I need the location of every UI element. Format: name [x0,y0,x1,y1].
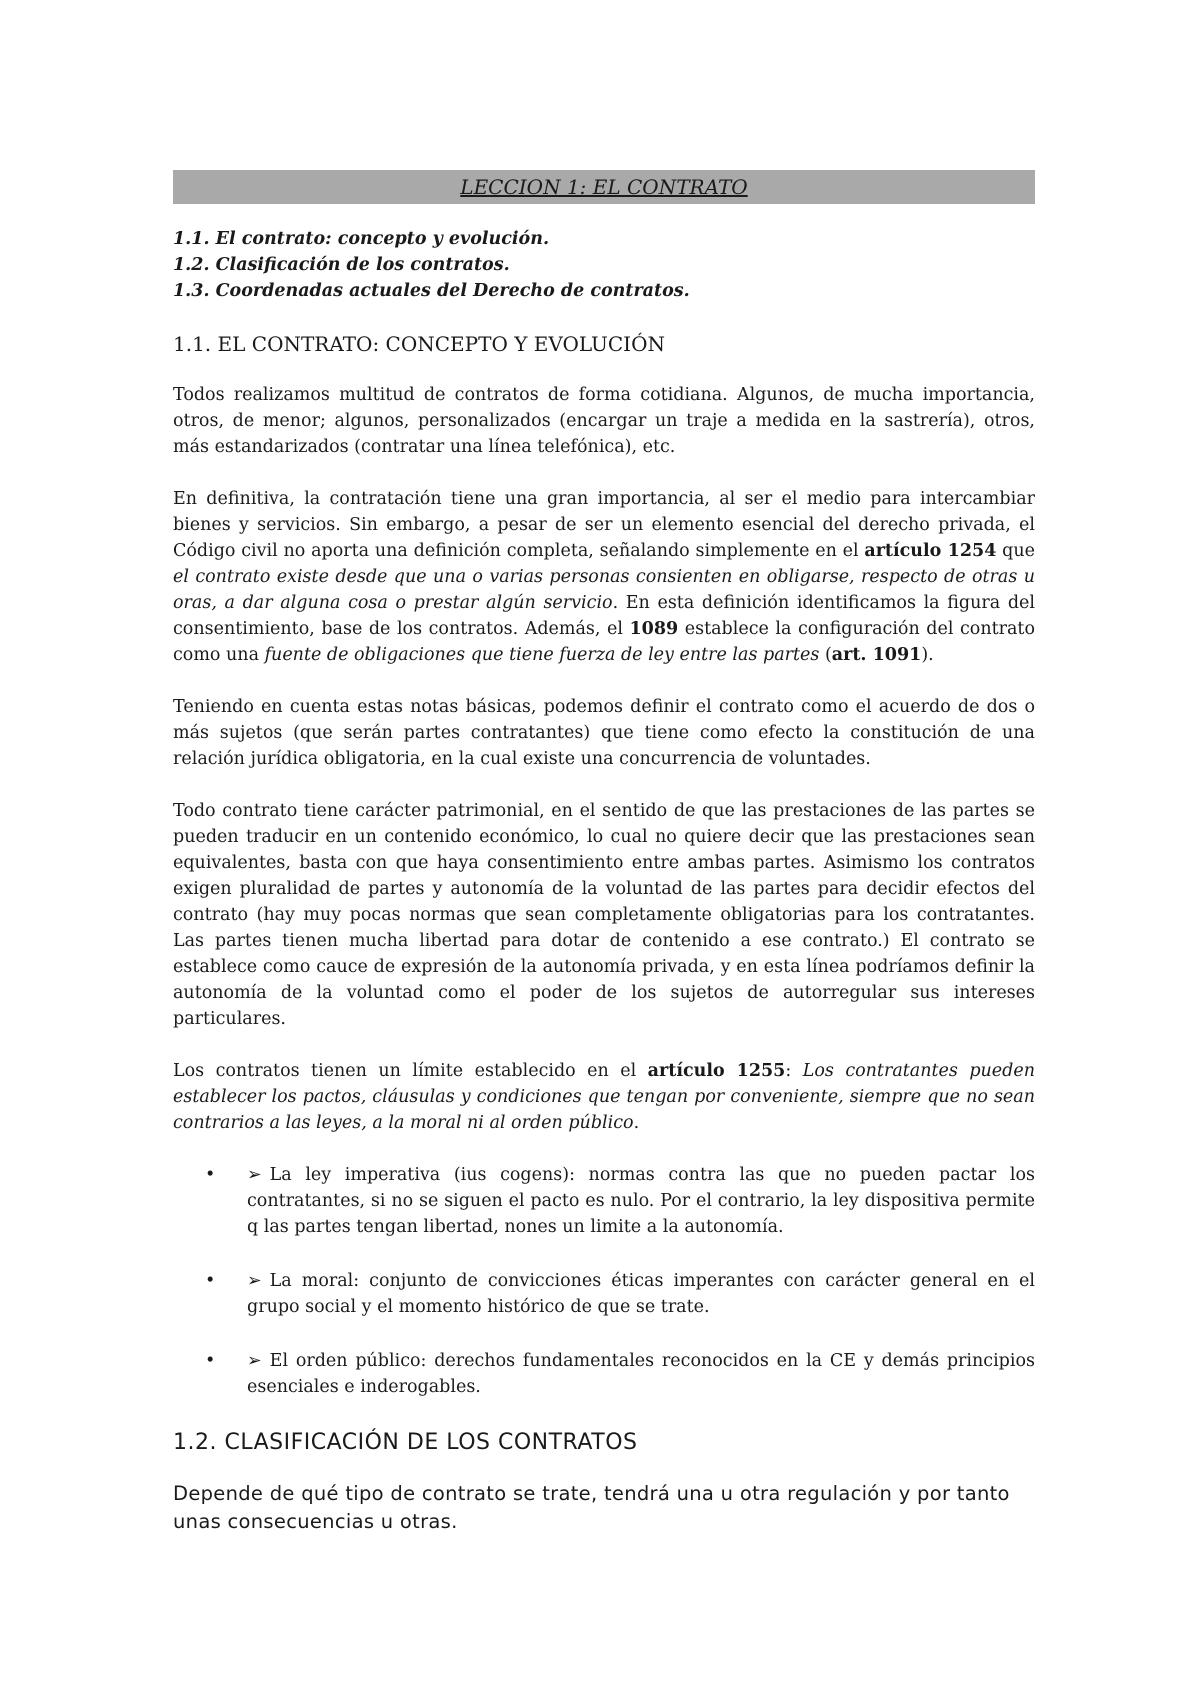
paragraph: Teniendo en cuenta estas notas básicas, podemos definir el contrato como el acuerdo de dos o más sujetos (que serán partes contratantes) que tiene como efecto la constitución de una relación jurídica obligatoria, en la cual existe una concurrencia de voluntades. [173,697,1035,769]
paragraph: Los contratos tienen un límite establecido en el artículo 1255: Los contratantes pueden establecer los pactos, cláusulas y condiciones que tengan por conveniente, siempre que no sean contrarios a las leyes, a la moral ni al orden público. [173,1061,1035,1133]
article-quote: fuente de obligaciones que tiene fuerza de ley entre las partes [264,645,820,665]
lesson-title-bar [173,170,1035,204]
toc-item: 1.1. El contrato: concepto y evolución. [173,229,550,249]
document-page [173,170,1035,1536]
bullet-icon: • [205,1165,216,1185]
table-of-contents [173,226,1035,304]
lesson-title: LECCION 1: EL CONTRATO [460,175,748,199]
article-quote: Los contratantes pueden establecer los pactos, cláusulas y condiciones que tengan por conveniente, siempre que no sean contrarios a las leyes, a la moral ni al orden público [173,1061,1035,1133]
limits-list [173,1162,1035,1400]
paragraph: Todos realizamos multitud de contratos de forma cotidiana. Algunos, de mucha importancia, otros, de menor; algunos, personalizados (encargar un traje a medida en la sastrería), otros, más estandarizados (contratar una línea telefónica), etc. [173,385,1035,457]
bullet-icon: • [205,1351,216,1371]
section-heading-1-1: 1.1. EL CONTRATO: CONCEPTO Y EVOLUCIÓN [173,332,665,356]
paragraph: En definitiva, la contratación tiene una gran importancia, al ser el medio para intercambiar bienes y servicios. Sin embargo, a pesar de ser un elemento esencial del derecho privada, el Código civil no aporta una definición completa, señalando simplemente en el artículo 1254 que el contrato existe desde que una o varias personas consienten en obligarse, respecto de otras u oras, a dar alguna cosa o prestar algún servicio. En esta definición identificamos la figura del consentimiento, base de los contratos. Además, el 1089 establece la configuración del contrato como una fuente de obligaciones que tiene fuerza de ley entre las partes (art. 1091). [173,489,1035,665]
section-heading-1-2: 1.2. CLASIFICACIÓN DE LOS CONTRATOS [173,1430,638,1455]
arrow-icon: ➢ [247,1271,262,1291]
article-quote: el contrato existe desde que una o varias personas consienten en obligarse, respecto de otras u oras, a dar alguna cosa o prestar algún servicio [173,567,1035,613]
list-item: • ➢ La ley imperativa (ius cogens): normas contra las que no pueden pactar los contratantes, si no se siguen el pacto es nulo. Por el contrario, la ley dispositiva permite q las partes tengan libertad, nones un limite a la autonomía. [173,1162,1035,1240]
toc-item: 1.3. Coordenadas actuales del Derecho de contratos. [173,281,690,301]
list-item: • ➢ El orden público: derechos fundamentales reconocidos en la CE y demás principios esenciales e inderogables. [173,1348,1035,1400]
paragraph: Todo contrato tiene carácter patrimonial, en el sentido de que las prestaciones de las partes se pueden traducir en un contenido económico, lo cual no quiere decir que las prestaciones sean equivalentes, basta con que haya consentimiento entre ambas partes. Asimismo los contratos exigen pluralidad de partes y autonomía de la voluntad de las partes para decidir efectos del contrato (hay muy pocas normas que sean completamente obligatorias para los contratantes. Las partes tienen mucha libertad para dotar de contenido a ese contrato.) El contrato se establece como cauce de expresión de la autonomía privada, y en esta línea podríamos definir la autonomía de la voluntad como el poder de los sujetos de autorregular sus intereses particulares. [173,801,1035,1029]
toc-item: 1.2. Clasificación de los contratos. [173,255,510,275]
list-item: • ➢ La moral: conjunto de convicciones éticas imperantes con carácter general en el grupo social y el momento histórico de que se trate. [173,1268,1035,1320]
arrow-icon: ➢ [247,1351,262,1371]
article-reference: art. 1091 [831,645,922,665]
article-reference: artículo 1254 [864,541,997,561]
article-reference: artículo 1255 [647,1061,786,1081]
paragraph: Depende de qué tipo de contrato se trate, tendrá una u otra regulación y por tanto unas consecuencias u otras. [173,1482,1010,1533]
article-reference: 1089 [629,619,679,639]
bullet-icon: • [205,1271,216,1291]
arrow-icon: ➢ [247,1165,262,1185]
